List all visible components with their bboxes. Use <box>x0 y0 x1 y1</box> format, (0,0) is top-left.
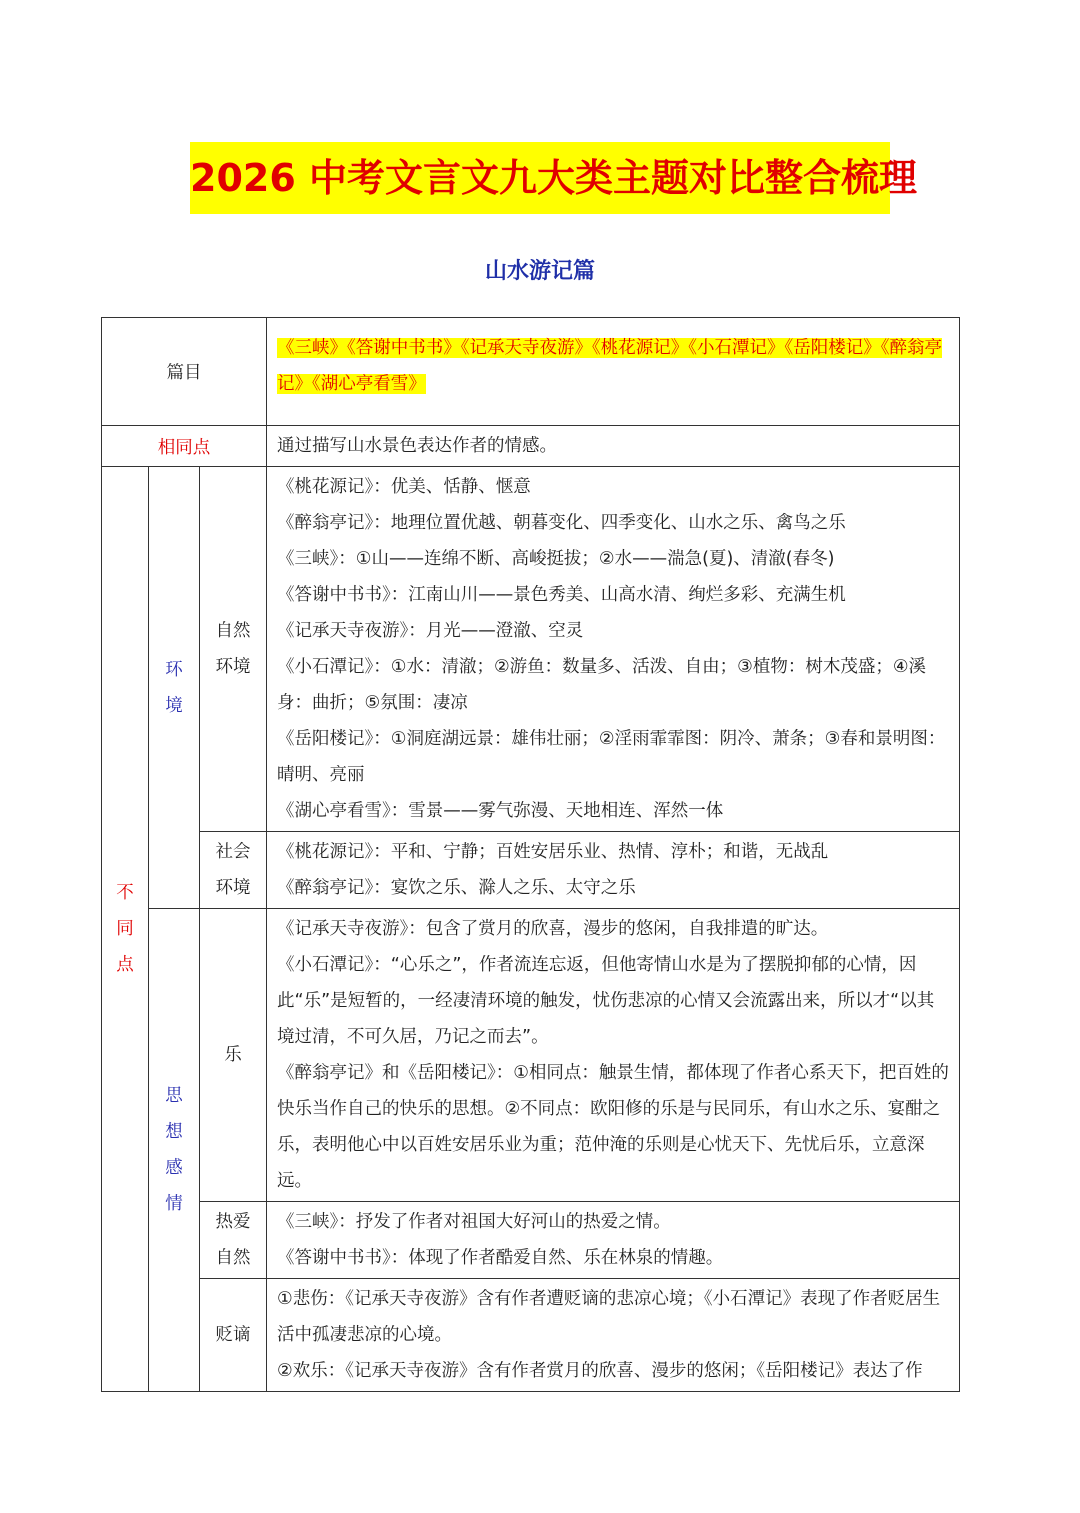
environment-label <box>149 467 200 909</box>
list-item: 《答谢中书书》：体现了作者酷爱自然、乐在林泉的情趣。 <box>277 1248 724 1268</box>
diff-point-label <box>102 467 149 1392</box>
list-item: 《醉翁亭记》和《岳阳楼记》：①相同点：触景生情，都体现了作者心系天下，把百姓的快乐当作自己的快乐的思想。②不同点：欧阳修的乐是与民同乐，有山水之乐、宴酣之乐，表明他心中以百姓安居乐业为重；范仲淹的乐则是心忧天下、先忧后乐，立意深远。 <box>277 1063 949 1191</box>
natural-env-content <box>267 467 960 832</box>
emotion-label <box>149 909 200 1392</box>
list-item: 《三峡》：①山——连绵不断、高峻挺拔；②水——湍急(夏)、清澈(春冬) <box>277 549 835 569</box>
social-env-label <box>200 832 267 909</box>
section-subtitle: 山水游记篇 <box>484 259 595 284</box>
joy-label: 乐 <box>200 909 267 1202</box>
list-item: 《桃花源记》：优美、恬静、惬意 <box>277 477 531 497</box>
list-item: 《醉翁亭记》：宴饮之乐、滁人之乐、太守之乐 <box>277 878 636 898</box>
list-item: 《岳阳楼记》：①洞庭湖远景：雄伟壮丽；②淫雨霏霏图：阴冷、萧条；③春和景明图：晴明、亮丽 <box>277 729 946 785</box>
page-title: 2026 中考文言文九大类主题对比整合梳理 <box>190 142 890 214</box>
list-item: ①悲伤：《记承天寺夜游》含有作者遭贬谪的悲凉心境；《小石潭记》表现了作者贬居生活中孤凄悲凉的心境。 <box>277 1289 941 1345</box>
same-point-text: 通过描写山水景色表达作者的情感。 <box>267 426 960 467</box>
social-env-content <box>267 832 960 909</box>
emotion-text-black: 思想感情 <box>165 1086 183 1214</box>
list-item: 《三峡》：抒发了作者对祖国大好河山的热爱之情。 <box>277 1212 671 1232</box>
same-point-label: 相同点 <box>102 426 267 467</box>
list-item: 《记承天寺夜游》：月光——澄澈、空灵 <box>277 621 584 641</box>
works-list: 《三峡》《答谢中书书》《记承天寺夜游》《桃花源记》《小石潭记》《岳阳楼记》《醉翁亭记》《湖心亭看雪》 <box>277 338 942 394</box>
list-item: 《醉翁亭记》：地理位置优越、朝暮变化、四季变化、山水之乐、禽鸟之乐 <box>277 513 846 533</box>
joy-content <box>267 909 960 1202</box>
works-label: 篇目 <box>102 318 267 426</box>
exile-label: 贬谪 <box>200 1279 267 1392</box>
works-cell <box>267 318 960 426</box>
list-item: 《小石潭记》：①水：清澈；②游鱼：数量多、活泼、自由；③植物：树木茂盛；④溪身：曲折；⑤氛围：凄凉 <box>277 657 927 713</box>
love-nature-content <box>267 1202 960 1279</box>
natural-env-label <box>200 467 267 832</box>
social-env-text: 社会环境 <box>215 842 251 898</box>
exile-content <box>267 1279 960 1392</box>
list-item: 《桃花源记》：平和、宁静；百姓安居乐业、热情、淳朴；和谐，无战乱 <box>277 842 829 862</box>
love-nature-label <box>200 1202 267 1279</box>
environment-text: 环境 <box>165 659 183 716</box>
list-item: 《答谢中书书》：江南山川——景色秀美、山高水清、绚烂多彩、充满生机 <box>277 585 846 605</box>
list-item: 《小石潭记》：“心乐之”，作者流连忘返，但他寄情山水是为了摆脱抑郁的心情，因此“乐”是短暂的，一经凄清环境的触发，忧伤悲凉的心情又会流露出来，所以才“以其境过清，不可久居，乃记之而去”。 <box>277 955 935 1047</box>
list-item: 《记承天寺夜游》：包含了赏月的欣喜，漫步的悠闲，自我排遣的旷达。 <box>277 919 829 939</box>
list-item: ②欢乐：《记承天寺夜游》含有作者赏月的欣喜、漫步的悠闲；《岳阳楼记》表达了作 <box>277 1361 923 1381</box>
natural-env-text: 自然环境 <box>215 621 251 677</box>
list-item: 《湖心亭看雪》：雪景——雾气弥漫、天地相连、浑然一体 <box>277 801 724 821</box>
love-nature-text: 热爱自然 <box>215 1212 251 1268</box>
comparison-table <box>101 317 960 1392</box>
diff-point-text: 不同点 <box>116 883 134 975</box>
